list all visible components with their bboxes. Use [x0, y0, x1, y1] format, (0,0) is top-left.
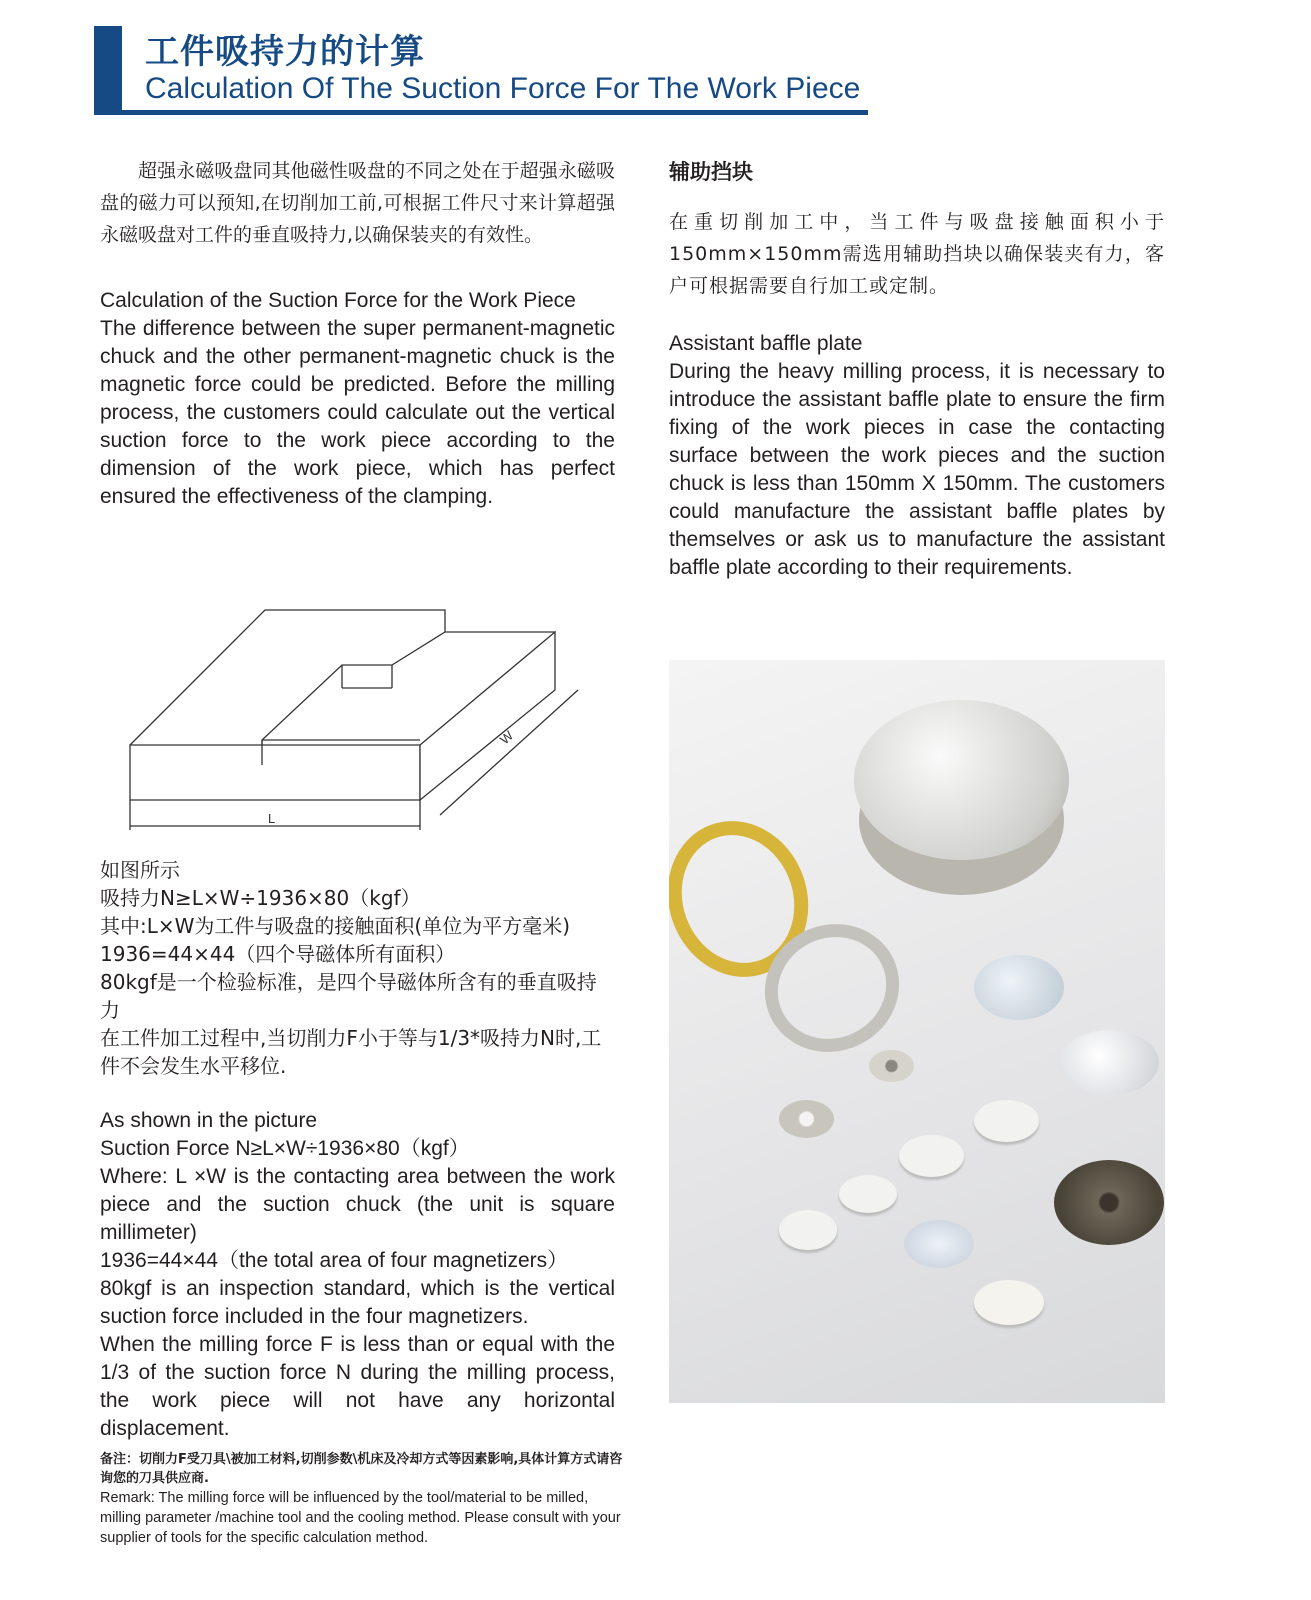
formula-cn-line: 其中:L×W为工件与吸盘的接触面积(单位为平方毫米) [100, 914, 571, 938]
header-accent-bar [94, 26, 122, 114]
formula-en-line: 1936=44×44（the total area of four magnetizers） [100, 1249, 569, 1272]
formula-cn-line: 80kgf是一个检验标准，是四个导磁体所含有的垂直吸持力 [100, 970, 597, 1022]
page-title-cn: 工件吸持力的计算 [145, 32, 425, 72]
remark-cn: 备注：切削力F受刀具\被加工材料,切削参数\机床及冷却方式等因素影响,具体计算方式请咨询您的刀具供应商. [100, 1452, 623, 1486]
formula-cn-line: 如图所示 [100, 858, 180, 882]
formula-cn-line: 吸持力N≥L×W÷1936×80（kgf） [100, 886, 421, 910]
workpiece-diagram [120, 600, 600, 840]
baffle-body-cn: 在重切削加工中，当工件与吸盘接触面积小于150mm×150mm需选用辅助挡块以确保装夹有力，客户可根据需要自行加工或定制。 [669, 211, 1165, 297]
remark-en: Remark: The milling force will be influenced by the tool/material to be milled, milling parameter /machine tool and the cooling method. Please consult with your supplier of tools for the specific calculation method. [100, 1490, 621, 1546]
formula-en-line: When the milling force F is less than or equal with the 1/3 of the suction force N during the milling process, the work piece will not have any horizontal displacement. [100, 1333, 615, 1440]
formula-en-line: 80kgf is an inspection standard, which is the vertical suction force included in the four magnetizers. [100, 1277, 615, 1328]
baffle-body-en: During the heavy milling process, it is necessary to introduce the assistant baffle plate to ensure the firm fixing of the work pieces in case the contacting surface between the work pieces and the suction chuck is less than 150mm X 150mm. The customers could manufacture the assistant baffle plates by themselves or ask us to manufacture the assistant baffle plate according to their requirements. [669, 360, 1165, 579]
intro-en-title: Calculation of the Suction Force for the Work Piece [100, 289, 576, 312]
label-w: W [496, 727, 517, 748]
formula-en [100, 1107, 615, 1443]
right-column [669, 158, 1165, 582]
formula-cn-line: 1936=44×44（四个导磁体所有面积） [100, 942, 456, 966]
baffle-title-en: Assistant baffle plate [669, 332, 863, 355]
formula-cn [100, 856, 615, 1080]
header-underline [94, 110, 868, 115]
intro-en: The difference between the super permanent-magnetic chuck and the other permanent-magnetic chuck is the magnetic force could be predicted. Before the milling process, the customers could calculate out the vertical suction force to the work piece according to the dimension of the work piece, which has perfect ensured the effectiveness of the clamping. [100, 317, 615, 508]
formula-cn-line: 在工件加工过程中,当切削力F小于等与1/3*吸持力N时,工件不会发生水平移位. [100, 1026, 602, 1078]
formula-en-line: As shown in the picture [100, 1109, 318, 1132]
formula-en-line: Suction Force N≥L×W÷1936×80（kgf） [100, 1137, 470, 1160]
baffle-title-cn: 辅助挡块 [669, 160, 753, 184]
page-title-en: Calculation Of The Suction Force For The Work Piece [145, 72, 861, 105]
formula-en-line: Where: L ×W is the contacting area between the work piece and the suction chuck (the unit is square millimeter) [100, 1165, 615, 1244]
intro-cn: 超强永磁吸盘同其他磁性吸盘的不同之处在于超强永磁吸盘的磁力可以预知,在切削加工前,可根据工件尺寸来计算超强永磁吸盘对工件的垂直吸持力,以确保装夹的有效性。 [100, 160, 615, 246]
magnets-photo [669, 660, 1165, 1403]
remark [100, 1450, 630, 1548]
label-l: L [268, 811, 276, 826]
left-intro [100, 155, 615, 511]
